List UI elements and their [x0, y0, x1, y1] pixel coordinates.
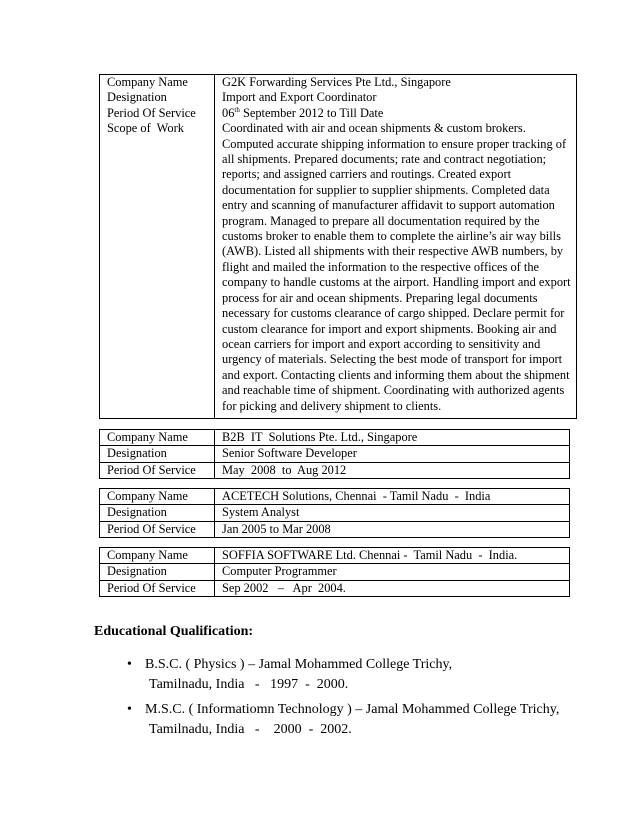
designation-label: Designation [100, 564, 215, 580]
scope-line: customs broker to enable them to complete the airline’s air way bills [222, 229, 561, 244]
period-label: Period Of Service [100, 106, 215, 121]
company-name-label: Company Name [100, 548, 215, 564]
scope-line: flight and mailed the information to the respective offices of the [222, 259, 540, 274]
designation-label: Designation [100, 446, 215, 462]
designation-value: System Analyst [215, 505, 570, 521]
designation-label: Designation [100, 505, 215, 521]
period-value: Jan 2005 to Mar 2008 [215, 521, 570, 537]
company-name-value: SOFFIA SOFTWARE Ltd. Chennai - Tamil Nadu - India. [215, 548, 570, 564]
job-table-acetech [99, 488, 570, 538]
education-line-1: M.S.C. ( Informatiomn Technology ) – Jamal Mohammed College Trichy, [145, 702, 560, 717]
company-name-label: Company Name [100, 489, 215, 505]
job-table-g2k [99, 74, 577, 419]
scope-line: program. Managed to prepare all documentation required by the [222, 213, 540, 228]
scope-line: and export. Contacting clients and informing them about the shipment [222, 367, 570, 382]
scope-line: custom clearance for import and export shipments. Booking air and [222, 321, 557, 336]
scope-line: for picking and delivery shipment to clients. [222, 398, 442, 413]
designation-value: Computer Programmer [215, 564, 570, 580]
company-name-label: Company Name [100, 430, 215, 446]
scope-line: Coordinated with air and ocean shipments & custom brokers. [222, 121, 526, 136]
period-value: May 2008 to Aug 2012 [215, 462, 570, 478]
scope-label: Scope of Work [100, 121, 215, 418]
scope-line: necessary for customs clearance of cargo shipped. Declare permit for [222, 306, 565, 321]
scope-line: company to handle customs at the airport. Handling import and export [222, 275, 571, 290]
period-label: Period Of Service [100, 580, 215, 596]
list-item [127, 700, 559, 740]
bullet-icon: • [127, 657, 132, 672]
education-line-1: B.S.C. ( Physics ) – Jamal Mohammed College Trichy, [145, 657, 453, 672]
education-heading: Educational Qualification: [94, 624, 254, 639]
scope-line: reports; and assigned carriers and routings. Created export [222, 167, 512, 182]
education-line-2: Tamilnadu, India - 2000 - 2002. [149, 722, 352, 737]
education-line-2: Tamilnadu, India - 1997 - 2000. [149, 677, 349, 692]
company-name-value: ACETECH Solutions, Chennai - Tamil Nadu - India [215, 489, 570, 505]
scope-line: process for air and ocean shipments. Preparing legal documents [222, 290, 538, 305]
scope-line: entry and scanning of manufacturer affidavit to support automation [222, 198, 555, 213]
period-value: 06th September 2012 to Till Date [215, 106, 577, 121]
company-name-value: B2B IT Solutions Pte. Ltd., Singapore [215, 430, 570, 446]
education-list [127, 655, 559, 740]
list-item [127, 655, 559, 695]
period-label: Period Of Service [100, 521, 215, 537]
designation-value: Senior Software Developer [215, 446, 570, 462]
job-table-b2b [99, 429, 570, 479]
scope-line: (AWB). Listed all shipments with their respective AWB numbers, by [222, 244, 564, 259]
company-name-label: Company Name [100, 75, 215, 91]
designation-label: Designation [100, 90, 215, 105]
company-name-value: G2K Forwarding Services Pte Ltd., Singapore [215, 75, 577, 91]
scope-of-work-text [215, 121, 577, 418]
scope-line: documentation for supplier to supplier shipments. Completed data [222, 182, 550, 197]
job-table-soffia [99, 547, 570, 597]
scope-line: Computed accurate shipping information to ensure proper tracking of [222, 136, 567, 151]
scope-line: and reachable time of shipment. Coordinating with authorized agents [222, 383, 565, 398]
period-value: Sep 2002 – Apr 2004. [215, 580, 570, 596]
bullet-icon: • [127, 702, 132, 717]
scope-line: all shipments. Prepared documents; rate and contract negotiation; [222, 152, 547, 167]
scope-line: urgency of materials. Selecting the best mode of transport for import [222, 352, 563, 367]
designation-value: Import and Export Coordinator [215, 90, 577, 105]
period-label: Period Of Service [100, 462, 215, 478]
scope-line: ocean carriers for import and export according to sensitivity and [222, 336, 541, 351]
